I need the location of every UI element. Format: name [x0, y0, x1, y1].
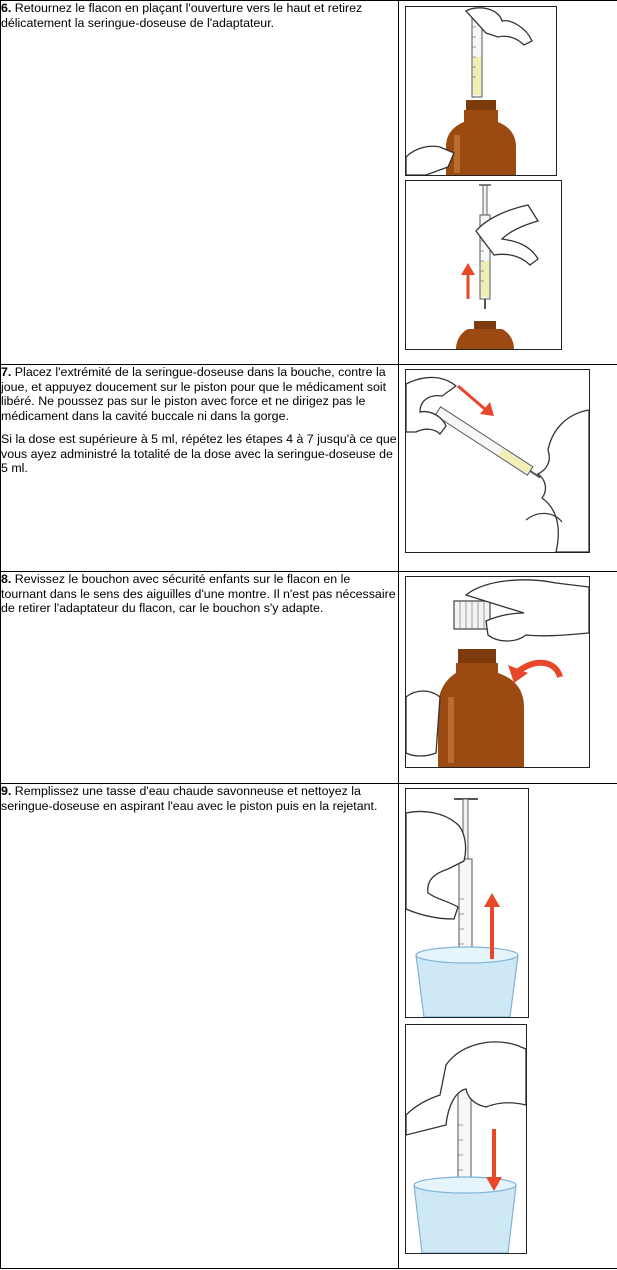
step-row-6	[1, 1, 617, 365]
step-row-8	[1, 572, 617, 784]
step-8-paragraph-1	[1, 572, 398, 616]
step-9-paragraph-1	[1, 784, 398, 813]
step-6-number: 6.	[1, 1, 12, 15]
step-8-image-cell	[399, 572, 617, 784]
step-8-illustration-1	[405, 576, 590, 768]
step-6-paragraph-1	[1, 1, 398, 30]
step-row-7	[1, 365, 617, 572]
step-9-illustration-1	[405, 788, 529, 1018]
syringe-expel-water-down-icon	[406, 1025, 526, 1253]
step-7-number: 7.	[1, 365, 12, 379]
step-7-image-cell	[399, 365, 617, 572]
syringe-in-mouth-icon	[406, 370, 589, 552]
step-9-text-cell	[1, 784, 399, 1269]
step-6-image-cell	[399, 1, 617, 365]
step-9-illustration-2	[405, 1024, 527, 1254]
step-6-instruction: Retournez le flacon en plaçant l'ouverture vers le haut et retirez délicatement la seringue-doseuse de l'adaptateur.	[1, 1, 363, 30]
step-7-paragraph-2: Si la dose est supérieure à 5 ml, répétez les étapes 4 à 7 jusqu'à ce que vous ayez administré la totalité de la dose avec la seringue-doseuse de 5 ml.	[1, 432, 397, 475]
step-7-text-cell	[1, 365, 399, 572]
step-7-illustration-1	[405, 369, 590, 553]
step-6-illustration-2	[405, 180, 562, 350]
inverted-bottle-syringe-icon	[406, 7, 556, 175]
step-7-paragraph-1	[1, 365, 398, 423]
step-9-instruction: Remplissez une tasse d'eau chaude savonneuse et nettoyez la seringue-doseuse en aspirant l'eau avec le piston puis en la rejetant.	[1, 784, 378, 813]
step-9-image-cell	[399, 784, 617, 1269]
step-7-instruction: Placez l'extrémité de la seringue-doseuse dans la bouche, contre la joue, et appuyez doucement sur le piston pour que le médicament soit libéré. Ne poussez pas sur le piston avec force et ne dirigez pas le médicament dans la cavité buccale ni dans la gorge.	[1, 365, 387, 423]
step-9-number: 9.	[1, 784, 12, 798]
step-6-illustration-1	[405, 6, 557, 176]
step-8-number: 8.	[1, 572, 12, 586]
syringe-draw-water-up-icon	[406, 789, 528, 1017]
step-8-instruction: Revissez le bouchon avec sécurité enfants sur le flacon en le tournant dans le sens des aiguilles d'une montre. Il n'est pas nécessaire de retirer l'adaptateur du flacon, car le bouchon s'y adapte.	[1, 572, 396, 615]
step-row-9	[1, 784, 617, 1269]
recap-bottle-clockwise-icon	[406, 577, 589, 767]
step-6-text-cell	[1, 1, 399, 365]
step-8-text-cell	[1, 572, 399, 784]
syringe-removal-arrow-up-icon	[406, 181, 561, 349]
